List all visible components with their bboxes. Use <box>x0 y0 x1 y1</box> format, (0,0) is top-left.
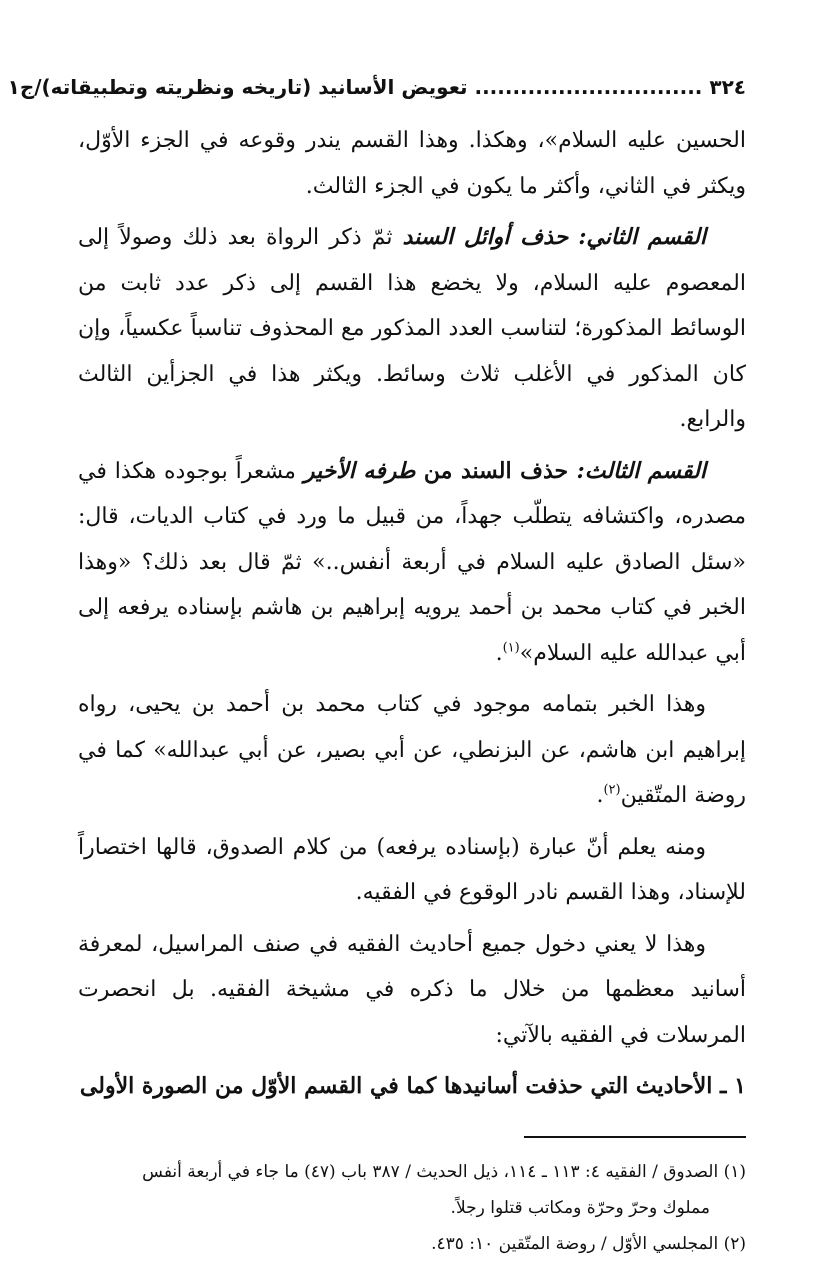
footnote-2: (٢) المجلسي الأوّل / روضة المتّقين ١٠: ٤٣٥. <box>431 1233 746 1254</box>
footnote-separator <box>524 1136 746 1138</box>
paragraph-4 <box>78 682 746 819</box>
section-three-heading-b: طرفه الأخير <box>303 457 416 484</box>
main-text <box>78 118 746 1110</box>
paragraph-4-end: . <box>596 783 604 808</box>
running-header <box>7 70 746 104</box>
footnote-ref-1[interactable]: (١) <box>502 640 520 656</box>
section-two-text: ثمّ ذكر الرواة بعد ذلك وصولاً إلى المعصوم عليه السلام، ولا يخضع هذا القسم إلى ذكر عدد ثابت من الوسائط المذكورة؛ لتناسب العدد المذكور مع المحذوف تناسباً عكسياً، وإن كان المذكور في الأغلب ثلاث وسائط. ويكثر هذا في الجزأين الثالث والرابع. <box>78 225 746 432</box>
paragraph-section-two <box>78 215 746 443</box>
footnotes <box>78 1154 746 1262</box>
book-page <box>7 70 746 1262</box>
section-three-end: . <box>495 640 503 666</box>
section-three-label: القسم الثالث: <box>576 457 706 484</box>
header-leader-dots: .............................. <box>474 75 703 99</box>
paragraph-5: ومنه يعلم أنّ عبارة (بإسناده يرفعه) من كلام الصدوق، قالها اختصاراً للإسناد، وهذا القسم نادر الوقوع في الفقيه. <box>78 834 746 905</box>
footnote-ref-2[interactable]: (٢) <box>603 782 621 798</box>
paragraph-section-three <box>78 449 746 677</box>
footnote-1-line-1: (١) الصدوق / الفقيه ٤: ١١٣ ـ ١١٤، ذيل الحديث / ٣٨٧ باب (٤٧) ما جاء في أربعة أنفس <box>142 1161 746 1182</box>
paragraph-1: الحسين عليه السلام»، وهكذا. وهذا القسم يندر وقوعه في الجزء الأوّل، ويكثر في الثاني، وأكثر ما يكون في الجزء الثالث. <box>78 128 746 199</box>
paragraph-4-text: وهذا الخبر بتمامه موجود في كتاب محمد بن أحمد بن يحيى، رواه إبراهيم ابن هاشم، عن البزنطي، عن أبي بصير، عن أبي عبدالله» كما في روضة المتّقين <box>78 692 746 808</box>
list-item-1: ١ ـ الأحاديث التي حذفت أسانيدها كما في القسم الأوّل من الصورة الأولى <box>79 1073 746 1099</box>
page-number: ٣٢٤ <box>709 75 746 99</box>
header-title: تعويض الأسانيد (تاريخه ونظريته وتطبيقاته)/ج١ <box>7 75 468 99</box>
paragraph-6: وهذا لا يعني دخول جميع أحاديث الفقيه في صنف المراسيل، لمعرفة أسانيد معظمها من خلال ما ذكره في مشيخة الفقيه. بل انحصرت المرسلات في الفقيه بالآتي: <box>78 931 746 1048</box>
section-two-heading: حذف أوائل السند <box>402 224 569 250</box>
footnote-1-line-2: مملوك وحرّ وحرّة ومكاتب قتلوا رجلاً. <box>450 1197 710 1218</box>
section-two-label: القسم الثاني: <box>578 224 706 250</box>
section-three-heading-a: حذف السند من <box>415 457 577 484</box>
section-three-text: مشعراً بوجوده هكذا في مصدره، واكتشافه يتطلّب جهداً، من قبيل ما ورد في كتاب الديات، قال: «سئل الصادق عليه السلام في أربعة أنفس..» ثمّ قال بعد ذلك؟ «وهذا الخبر في كتاب محمد بن أحمد يرويه إبراهيم بن هاشم بإسناده يرفعه إلى أبي عبدالله عليه السلام» <box>78 458 746 666</box>
